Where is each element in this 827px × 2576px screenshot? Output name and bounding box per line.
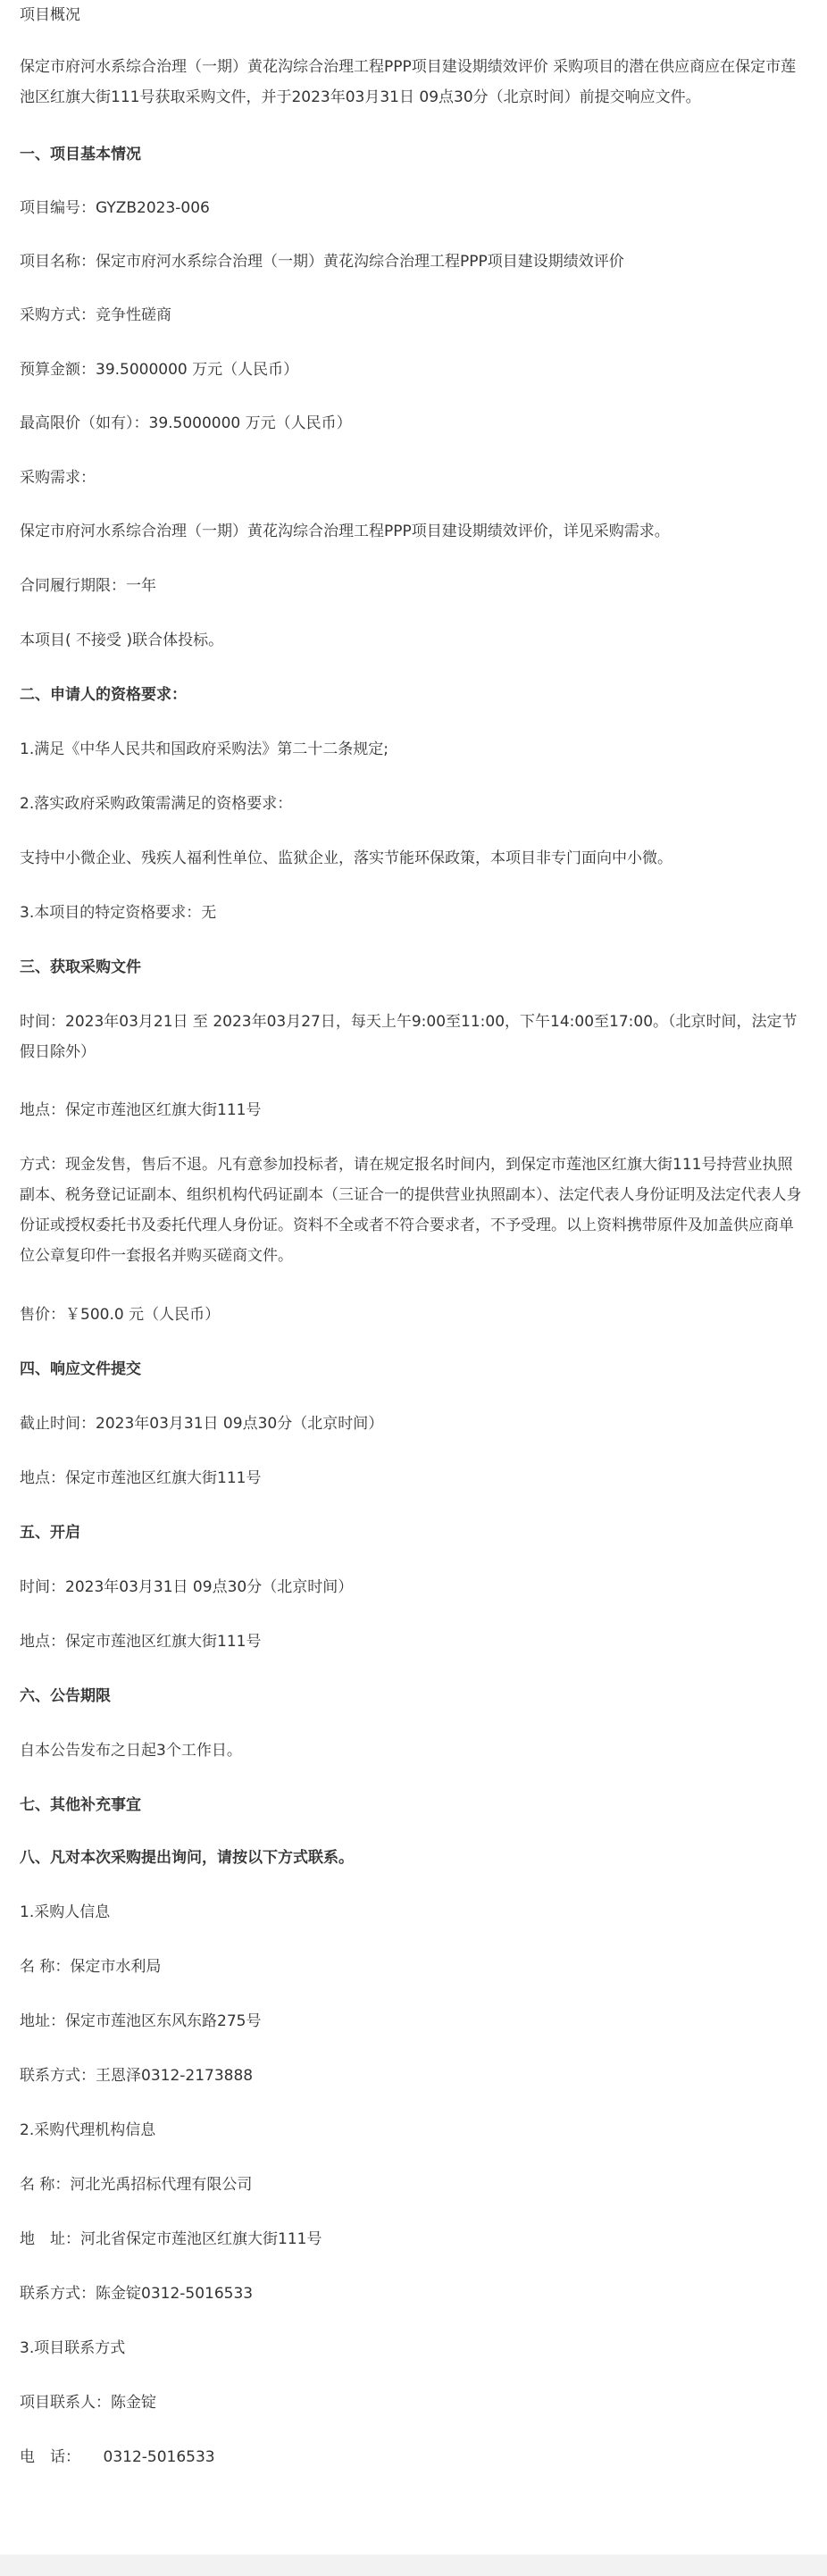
demand-text: 保定市府河水系综合治理（一期）黄花沟综合治理工程PPP项目建设期绩效评价，详见采购需求。 <box>20 523 670 540</box>
budget-amount: 预算金额：39.5000000 万元（人民币） <box>20 361 299 379</box>
acquisition-method: 方式：现金发售，售后不退。凡有意参加投标者，请在规定报名时间内，到保定市莲池区红旗大街111号持营业执照副本、税务登记证副本、组织机构代码证副本（三证合一的提供营业执照副本）、法定代表人身份证明及法定代表人身份证或授权委托书及委托代理人身份证。资料不全或者不符合要求者，不予受理。以上资料携带原件及加盖供应商单位公章复印件一套报名并购买磋商文件。 <box>20 1156 802 1265</box>
project-contact-label: 3.项目联系方式 <box>20 2339 126 2357</box>
overview-label: 项目概况 <box>20 6 80 24</box>
procurement-method: 采购方式：竞争性磋商 <box>20 306 171 324</box>
qualification-item-2: 2.落实政府采购政策需满足的资格要求： <box>20 795 293 813</box>
agent-info-label: 2.采购代理机构信息 <box>20 2121 156 2139</box>
section-5-heading: 五、开启 <box>20 1524 80 1542</box>
project-contact-phone: 电 话： 0312-5016533 <box>20 2448 215 2466</box>
project-contact-person: 项目联系人：陈金锭 <box>20 2394 156 2412</box>
section-4-heading: 四、响应文件提交 <box>20 1360 141 1378</box>
project-name: 项目名称：保定市府河水系综合治理（一期）黄花沟综合治理工程PPP项目建设期绩效评价 <box>20 253 624 271</box>
section-1-heading: 一、项目基本情况 <box>20 146 141 163</box>
section-2-heading: 二、申请人的资格要求： <box>20 686 187 704</box>
agent-name: 名 称：河北光禹招标代理有限公司 <box>20 2176 253 2194</box>
acquisition-time: 时间：2023年03月21日 至 2023年03月27日，每天上午9:00至11:00，下午14:00至17:00。（北京时间，法定节假日除外） <box>20 1013 798 1061</box>
agent-contact: 联系方式：陈金锭0312-5016533 <box>20 2285 254 2303</box>
submission-deadline: 截止时间：2023年03月31日 09点30分（北京时间） <box>20 1415 384 1433</box>
opening-time: 时间：2023年03月31日 09点30分（北京时间） <box>20 1578 354 1596</box>
overview-text: 保定市府河水系综合治理（一期）黄花沟综合治理工程PPP项目建设期绩效评价 采购项目的潜在供应商应在保定市莲池区红旗大街111号获取采购文件，并于2023年03月31日 09点30分（北京时间）前提交响应文件。 <box>20 58 797 106</box>
notice-period: 自本公告发布之日起3个工作日。 <box>20 1742 242 1760</box>
section-3-heading: 三、获取采购文件 <box>20 958 141 976</box>
qualification-item-2-text: 支持中小微企业、残疾人福利性单位、监狱企业，落实节能环保政策，本项目非专门面向中小微。 <box>20 849 672 867</box>
demand-label: 采购需求： <box>20 469 96 487</box>
qualification-item-3: 3.本项目的特定资格要求：无 <box>20 904 217 922</box>
section-8-heading: 八、凡对本次采购提出询问，请按以下方式联系。 <box>20 1849 354 1867</box>
max-price: 最高限价（如有）：39.5000000 万元（人民币） <box>20 414 352 432</box>
document-price: 售价：￥500.0 元（人民币） <box>20 1306 221 1324</box>
buyer-address: 地址：保定市莲池区东风东路275号 <box>20 2012 262 2030</box>
project-number: 项目编号：GYZB2023-006 <box>20 199 210 217</box>
buyer-contact: 联系方式：王恩泽0312-2173888 <box>20 2067 254 2085</box>
page-footer-band <box>0 2555 827 2576</box>
contract-term: 合同履行期限：一年 <box>20 577 156 595</box>
submission-location: 地点：保定市莲池区红旗大街111号 <box>20 1469 262 1487</box>
consortium-note: 本项目( 不接受 )联合体投标。 <box>20 631 224 649</box>
section-7-heading: 七、其他补充事宜 <box>20 1796 141 1814</box>
qualification-item-1: 1.满足《中华人民共和国政府采购法》第二十二条规定; <box>20 740 388 758</box>
opening-location: 地点：保定市莲池区红旗大街111号 <box>20 1633 262 1651</box>
buyer-name: 名 称：保定市水利局 <box>20 1958 162 1976</box>
section-6-heading: 六、公告期限 <box>20 1687 111 1705</box>
acquisition-location: 地点：保定市莲池区红旗大街111号 <box>20 1101 262 1119</box>
buyer-info-label: 1.采购人信息 <box>20 1903 111 1921</box>
agent-address: 地 址：河北省保定市莲池区红旗大街111号 <box>20 2230 322 2248</box>
